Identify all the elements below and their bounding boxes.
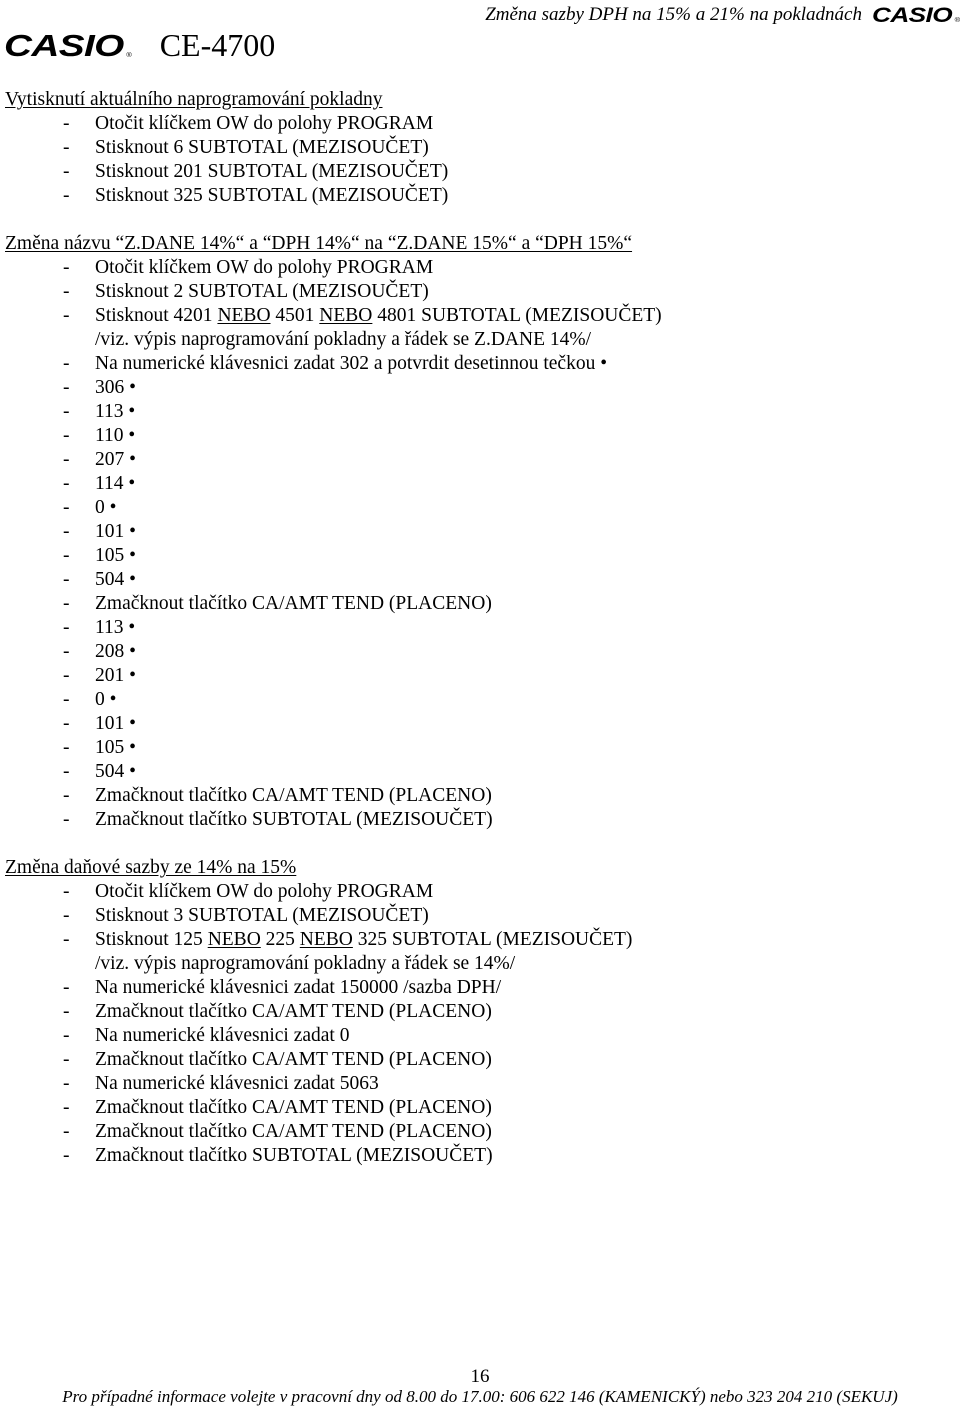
step-item	[5, 1144, 955, 1168]
step-text: Na numerické klávesnici zadat 5063	[95, 1073, 379, 1094]
page-header	[485, 3, 960, 27]
list-dash: -	[63, 881, 70, 902]
model-header	[4, 26, 275, 64]
step-text: Zmačknout tlačítko CA/AMT TEND (PLACENO)	[95, 1001, 492, 1022]
step-item	[5, 928, 955, 952]
step-item	[5, 736, 955, 760]
step-item	[5, 496, 955, 520]
step-text: Zmačknout tlačítko CA/AMT TEND (PLACENO)	[95, 1097, 492, 1118]
step-text: 504 •	[95, 569, 136, 590]
step-item	[5, 184, 955, 208]
step-item	[5, 1072, 955, 1096]
step-text: 0 •	[95, 497, 117, 518]
list-dash: -	[63, 665, 70, 686]
list-dash: -	[63, 929, 70, 950]
section-heading: Změna názvu “Z.DANE 14%“ a “DPH 14%“ na “Z.DANE 15%“ a “DPH 15%“	[5, 233, 633, 254]
step-item	[5, 664, 955, 688]
step-item	[5, 160, 955, 184]
step-item	[5, 1024, 955, 1048]
list-dash: -	[63, 737, 70, 758]
step-text: Stisknout 3 SUBTOTAL (MEZISOUČET)	[95, 905, 429, 926]
list-dash: -	[63, 353, 70, 374]
step-text: Zmačknout tlačítko SUBTOTAL (MEZISOUČET)	[95, 809, 493, 830]
step-text: 101 •	[95, 521, 136, 542]
step-text: 0 •	[95, 689, 117, 710]
list-dash: -	[63, 137, 70, 158]
list-dash: -	[63, 761, 70, 782]
step-text: Zmačknout tlačítko CA/AMT TEND (PLACENO)	[95, 1049, 492, 1070]
step-text: Na numerické klávesnici zadat 0	[95, 1025, 350, 1046]
step-text: Zmačknout tlačítko CA/AMT TEND (PLACENO)	[95, 1121, 492, 1142]
step-item	[5, 352, 955, 376]
step-text: 114 •	[95, 473, 136, 494]
step-text: 105 •	[95, 545, 136, 566]
list-dash: -	[63, 401, 70, 422]
list-dash: -	[63, 689, 70, 710]
document-body	[5, 88, 955, 1192]
list-dash: -	[63, 113, 70, 134]
step-text: 105 •	[95, 737, 136, 758]
emphasis-or: NEBO	[217, 305, 271, 326]
step-item	[5, 112, 955, 136]
list-dash: -	[63, 377, 70, 398]
header-title: Změna sazby DPH na 15% a 21% na pokladnách	[485, 4, 862, 25]
step-text-segment: Stisknout 125	[95, 929, 208, 950]
step-note	[5, 952, 955, 976]
step-item	[5, 568, 955, 592]
step-item	[5, 376, 955, 400]
step-text: Otočit klíčkem OW do polohy PROGRAM	[95, 881, 434, 902]
step-text: 113 •	[95, 401, 136, 422]
emphasis-or: NEBO	[299, 929, 353, 950]
registered-mark: ®	[954, 17, 960, 24]
step-item	[5, 304, 955, 328]
list-dash: -	[63, 1145, 70, 1166]
emphasis-or: NEBO	[319, 305, 373, 326]
step-text: Stisknout 201 SUBTOTAL (MEZISOUČET)	[95, 161, 449, 182]
list-dash: -	[63, 905, 70, 926]
step-list	[5, 880, 955, 1168]
step-text-segment: Stisknout 4201	[95, 305, 218, 326]
step-text: Zmačknout tlačítko CA/AMT TEND (PLACENO)	[95, 785, 492, 806]
step-item	[5, 1120, 955, 1144]
list-dash: -	[63, 497, 70, 518]
list-dash: -	[63, 545, 70, 566]
step-list	[5, 256, 955, 832]
step-item	[5, 544, 955, 568]
step-item	[5, 616, 955, 640]
step-item	[5, 592, 955, 616]
step-text: Stisknout 2 SUBTOTAL (MEZISOUČET)	[95, 281, 429, 302]
list-dash: -	[63, 257, 70, 278]
step-item	[5, 400, 955, 424]
step-item	[5, 784, 955, 808]
list-dash: -	[63, 1001, 70, 1022]
step-item	[5, 472, 955, 496]
list-dash: -	[63, 1049, 70, 1070]
step-item	[5, 448, 955, 472]
step-text-segment: 4501	[270, 305, 320, 326]
list-dash: -	[63, 809, 70, 830]
list-dash: -	[63, 713, 70, 734]
instruction-section	[5, 232, 955, 832]
list-dash: -	[63, 617, 70, 638]
list-dash: -	[63, 425, 70, 446]
list-dash: -	[63, 185, 70, 206]
step-item	[5, 424, 955, 448]
step-item	[5, 1096, 955, 1120]
step-item	[5, 976, 955, 1000]
list-dash: -	[63, 785, 70, 806]
list-dash: -	[63, 473, 70, 494]
step-text: 306 •	[95, 377, 136, 398]
list-dash: -	[63, 281, 70, 302]
list-dash: -	[63, 1025, 70, 1046]
step-text: Stisknout 325 SUBTOTAL (MEZISOUČET)	[95, 185, 449, 206]
list-dash: -	[63, 449, 70, 470]
list-dash: -	[63, 1121, 70, 1142]
casio-logo-small	[871, 3, 960, 27]
logo-text: CASIO	[4, 27, 124, 63]
step-text: Na numerické klávesnici zadat 150000 /sazba DPH/	[95, 977, 502, 998]
step-item	[5, 880, 955, 904]
step-item	[5, 760, 955, 784]
model-name: CE-4700	[159, 26, 276, 63]
emphasis-or: NEBO	[207, 929, 261, 950]
step-text: 110 •	[95, 425, 136, 446]
list-dash: -	[63, 1097, 70, 1118]
step-text: 101 •	[95, 713, 136, 734]
instruction-section	[5, 856, 955, 1168]
list-dash: -	[63, 593, 70, 614]
step-text: /viz. výpis naprogramování pokladny a řádek se Z.DANE 14%/	[95, 329, 592, 350]
step-item	[5, 688, 955, 712]
list-dash: -	[63, 521, 70, 542]
list-dash: -	[63, 569, 70, 590]
step-text: Zmačknout tlačítko SUBTOTAL (MEZISOUČET)	[95, 1145, 493, 1166]
step-text-segment: 325 SUBTOTAL (MEZISOUČET)	[352, 929, 633, 950]
list-dash: -	[63, 977, 70, 998]
step-text: 113 •	[95, 617, 136, 638]
section-heading: Změna daňové sazby ze 14% na 15%	[5, 857, 297, 878]
list-dash: -	[63, 161, 70, 182]
list-dash: -	[63, 305, 70, 326]
step-text: Na numerické klávesnici zadat 302 a potvrdit desetinnou tečkou •	[95, 353, 608, 374]
step-item	[5, 808, 955, 832]
step-text-segment: 4801 SUBTOTAL (MEZISOUČET)	[372, 305, 662, 326]
page-number: 16	[470, 1366, 490, 1387]
step-list	[5, 112, 955, 208]
step-text: 201 •	[95, 665, 136, 686]
casio-logo-large	[4, 27, 132, 63]
step-item	[5, 520, 955, 544]
section-heading: Vytisknutí aktuálního naprogramování pokladny	[5, 89, 383, 110]
step-text-segment: 225	[260, 929, 300, 950]
instruction-section	[5, 88, 955, 208]
step-text: 208 •	[95, 641, 136, 662]
step-item	[5, 136, 955, 160]
step-text: Stisknout 6 SUBTOTAL (MEZISOUČET)	[95, 137, 429, 158]
step-text: 207 •	[95, 449, 136, 470]
step-item	[5, 256, 955, 280]
step-text: Zmačknout tlačítko CA/AMT TEND (PLACENO)	[95, 593, 492, 614]
step-item	[5, 904, 955, 928]
step-text: /viz. výpis naprogramování pokladny a řádek se 14%/	[95, 953, 516, 974]
step-item	[5, 280, 955, 304]
step-note	[5, 328, 955, 352]
step-text: Otočit klíčkem OW do polohy PROGRAM	[95, 257, 434, 278]
registered-mark: ®	[126, 52, 132, 59]
step-item	[5, 640, 955, 664]
step-item	[5, 1000, 955, 1024]
logo-text: CASIO	[871, 3, 953, 27]
step-item	[5, 712, 955, 736]
step-item	[5, 1048, 955, 1072]
footer-contact: Pro případné informace volejte v pracovní dny od 8.00 do 17.00: 606 622 146 (KAMENICKÝ) nebo 323 204 210 (SEKUJ)	[62, 1387, 898, 1406]
list-dash: -	[63, 1073, 70, 1094]
step-text: Otočit klíčkem OW do polohy PROGRAM	[95, 113, 434, 134]
list-dash: -	[63, 641, 70, 662]
step-text: 504 •	[95, 761, 136, 782]
